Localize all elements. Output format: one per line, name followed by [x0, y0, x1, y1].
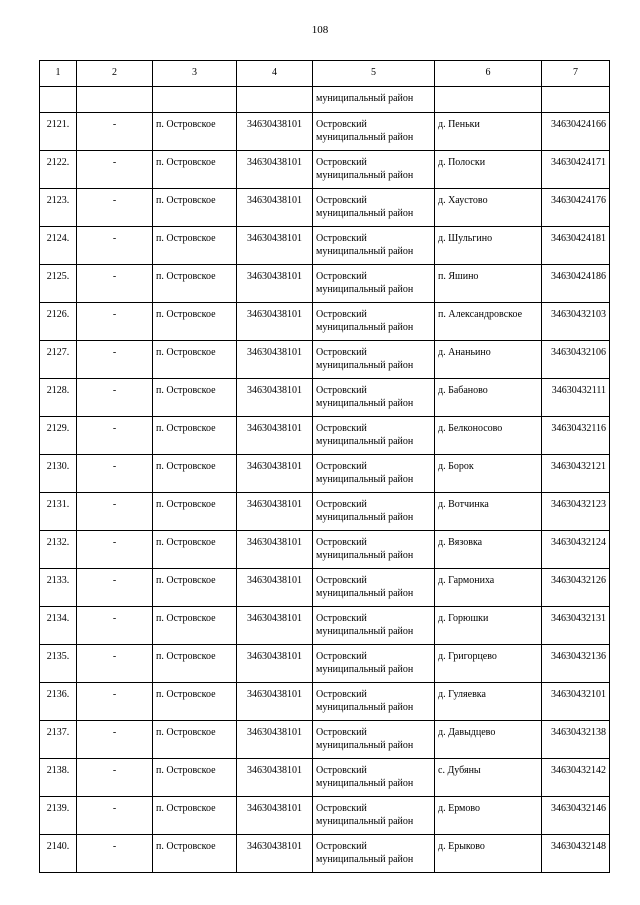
table-cell: 34630438101 — [237, 341, 313, 379]
table-cell: - — [77, 531, 153, 569]
table-cell: д. Гармониха — [435, 569, 542, 607]
column-header: 1 — [40, 61, 77, 87]
table-cell: - — [77, 569, 153, 607]
table-cell: 34630438101 — [237, 227, 313, 265]
table-row — [40, 113, 610, 151]
table-cell: д. Хаустово — [435, 189, 542, 227]
table-cell: 34630438101 — [237, 303, 313, 341]
table-cell: д. Гуляевка — [435, 683, 542, 721]
table-cell: 2140. — [40, 835, 77, 873]
table-cell: п. Островское — [153, 493, 237, 531]
table-cell: д. Давыдцево — [435, 721, 542, 759]
table-cell: д. Ермово — [435, 797, 542, 835]
table-cell: 34630432136 — [542, 645, 610, 683]
table-cell: 34630424176 — [542, 189, 610, 227]
table-row — [40, 189, 610, 227]
table-cell: - — [77, 759, 153, 797]
table-cell — [237, 87, 313, 113]
table-cell: Островский муниципальный район — [313, 835, 435, 873]
table-cell: д. Белконосово — [435, 417, 542, 455]
table-cell: - — [77, 721, 153, 759]
table-cell: муниципальный район — [313, 87, 435, 113]
table-cell: - — [77, 645, 153, 683]
table-cell: 2131. — [40, 493, 77, 531]
table-row — [40, 265, 610, 303]
table-row — [40, 341, 610, 379]
table-cell: - — [77, 303, 153, 341]
table-cell: 34630432142 — [542, 759, 610, 797]
table-row — [40, 303, 610, 341]
table-cell: 2130. — [40, 455, 77, 493]
table-cell: д. Ананьино — [435, 341, 542, 379]
table-cell: - — [77, 797, 153, 835]
table-cell: 2137. — [40, 721, 77, 759]
table-cell: д. Бабаново — [435, 379, 542, 417]
table-cell: п. Островское — [153, 645, 237, 683]
table-cell — [542, 87, 610, 113]
table-cell: Островский муниципальный район — [313, 493, 435, 531]
continuation-row — [40, 87, 610, 113]
table-cell: 34630432138 — [542, 721, 610, 759]
table-cell: п. Островское — [153, 227, 237, 265]
table-cell: 34630438101 — [237, 645, 313, 683]
table-row — [40, 835, 610, 873]
table-cell: п. Островское — [153, 531, 237, 569]
table-cell: Островский муниципальный район — [313, 455, 435, 493]
table-cell: Островский муниципальный район — [313, 379, 435, 417]
table-cell: д. Шульгино — [435, 227, 542, 265]
table-cell: Островский муниципальный район — [313, 227, 435, 265]
table-cell — [153, 87, 237, 113]
table-cell: 2136. — [40, 683, 77, 721]
table-cell: Островский муниципальный район — [313, 797, 435, 835]
table-cell: 34630432116 — [542, 417, 610, 455]
table-cell: 34630438101 — [237, 265, 313, 303]
table-cell: 34630432123 — [542, 493, 610, 531]
table-row — [40, 455, 610, 493]
table-cell: 2128. — [40, 379, 77, 417]
table-cell: 2135. — [40, 645, 77, 683]
table-cell: 2126. — [40, 303, 77, 341]
table-row — [40, 645, 610, 683]
table-cell: 2127. — [40, 341, 77, 379]
table-cell: д. Вязовка — [435, 531, 542, 569]
table-cell: 34630438101 — [237, 417, 313, 455]
table-cell: п. Островское — [153, 797, 237, 835]
table-cell: Островский муниципальный район — [313, 113, 435, 151]
table-cell: 2122. — [40, 151, 77, 189]
table-cell: - — [77, 265, 153, 303]
table-cell: 34630432101 — [542, 683, 610, 721]
column-header: 4 — [237, 61, 313, 87]
table-cell: - — [77, 607, 153, 645]
table-cell: 34630438101 — [237, 835, 313, 873]
table-cell: п. Островское — [153, 341, 237, 379]
table-cell: 2129. — [40, 417, 77, 455]
table-cell: д. Вотчинка — [435, 493, 542, 531]
table-cell: 34630432146 — [542, 797, 610, 835]
table-cell: д. Григорцево — [435, 645, 542, 683]
table-cell: Островский муниципальный район — [313, 265, 435, 303]
table-cell: 34630432106 — [542, 341, 610, 379]
table-cell: Островский муниципальный район — [313, 759, 435, 797]
table-cell: п. Островское — [153, 265, 237, 303]
table-row — [40, 531, 610, 569]
table-cell: п. Островское — [153, 189, 237, 227]
table-cell: 34630438101 — [237, 683, 313, 721]
table-cell: - — [77, 683, 153, 721]
table-cell: 34630432126 — [542, 569, 610, 607]
table-cell: п. Островское — [153, 151, 237, 189]
table-cell: 34630432111 — [542, 379, 610, 417]
table-row — [40, 379, 610, 417]
table-cell: 34630438101 — [237, 797, 313, 835]
table-cell: 34630432103 — [542, 303, 610, 341]
table-cell: п. Островское — [153, 607, 237, 645]
table-cell: 34630438101 — [237, 189, 313, 227]
table-cell: 34630438101 — [237, 531, 313, 569]
column-header: 6 — [435, 61, 542, 87]
table-cell: 34630424186 — [542, 265, 610, 303]
table-cell: 2138. — [40, 759, 77, 797]
table-cell: п. Островское — [153, 721, 237, 759]
table-cell: п. Островское — [153, 835, 237, 873]
table-cell: п. Островское — [153, 303, 237, 341]
settlements-table — [39, 60, 610, 873]
table-cell: п. Островское — [153, 683, 237, 721]
table-cell: 34630438101 — [237, 607, 313, 645]
table-cell: 34630424166 — [542, 113, 610, 151]
table-cell: - — [77, 417, 153, 455]
table-row — [40, 569, 610, 607]
table-cell: 2139. — [40, 797, 77, 835]
table-row — [40, 797, 610, 835]
table-cell — [40, 87, 77, 113]
column-header: 7 — [542, 61, 610, 87]
table-cell: Островский муниципальный район — [313, 683, 435, 721]
table-cell: - — [77, 189, 153, 227]
table-cell: - — [77, 455, 153, 493]
table-cell: - — [77, 835, 153, 873]
table-cell: 2124. — [40, 227, 77, 265]
table-cell: 34630438101 — [237, 721, 313, 759]
table-cell: п. Островское — [153, 759, 237, 797]
table-cell: п. Островское — [153, 113, 237, 151]
table-cell — [77, 87, 153, 113]
table-row — [40, 417, 610, 455]
table-cell: д. Пеньки — [435, 113, 542, 151]
table-cell: 34630424171 — [542, 151, 610, 189]
table-cell: - — [77, 379, 153, 417]
table-cell: с. Дубяны — [435, 759, 542, 797]
table-cell: Островский муниципальный район — [313, 341, 435, 379]
table-cell: 34630438101 — [237, 455, 313, 493]
table-cell: 34630438101 — [237, 569, 313, 607]
table-cell: 34630432131 — [542, 607, 610, 645]
table-row — [40, 151, 610, 189]
column-header: 2 — [77, 61, 153, 87]
table-cell: 34630432124 — [542, 531, 610, 569]
table-cell: Островский муниципальный район — [313, 607, 435, 645]
table-cell: Островский муниципальный район — [313, 645, 435, 683]
table-cell: 2134. — [40, 607, 77, 645]
table-row — [40, 607, 610, 645]
table-cell: 34630424181 — [542, 227, 610, 265]
table-cell: п. Островское — [153, 569, 237, 607]
table-cell: 34630432121 — [542, 455, 610, 493]
table-cell: 34630432148 — [542, 835, 610, 873]
table-cell: 2132. — [40, 531, 77, 569]
table-cell: - — [77, 227, 153, 265]
table-cell: 2123. — [40, 189, 77, 227]
table-cell: - — [77, 493, 153, 531]
table-cell: п. Яшино — [435, 265, 542, 303]
table-cell: 34630438101 — [237, 759, 313, 797]
table-cell: д. Горюшки — [435, 607, 542, 645]
column-header: 3 — [153, 61, 237, 87]
table-cell: - — [77, 341, 153, 379]
column-header: 5 — [313, 61, 435, 87]
table-cell: п. Островское — [153, 417, 237, 455]
table-row — [40, 493, 610, 531]
table-cell: Островский муниципальный район — [313, 303, 435, 341]
table-row — [40, 721, 610, 759]
table-row — [40, 227, 610, 265]
table-cell: д. Полоски — [435, 151, 542, 189]
table-cell: Островский муниципальный район — [313, 569, 435, 607]
table-cell: Островский муниципальный район — [313, 189, 435, 227]
table-cell: 2125. — [40, 265, 77, 303]
table-cell: п. Александровское — [435, 303, 542, 341]
table-cell: Островский муниципальный район — [313, 151, 435, 189]
table-row — [40, 759, 610, 797]
table-cell: п. Островское — [153, 379, 237, 417]
table-cell: 34630438101 — [237, 151, 313, 189]
table-cell: д. Ерыково — [435, 835, 542, 873]
table-cell: - — [77, 113, 153, 151]
table-cell: 34630438101 — [237, 379, 313, 417]
table-cell: 34630438101 — [237, 493, 313, 531]
page-number: 108 — [311, 24, 329, 36]
table-cell: 34630438101 — [237, 113, 313, 151]
table-cell: Островский муниципальный район — [313, 417, 435, 455]
table-cell: 2133. — [40, 569, 77, 607]
table-cell: Островский муниципальный район — [313, 721, 435, 759]
table-cell: Островский муниципальный район — [313, 531, 435, 569]
table-cell: 2121. — [40, 113, 77, 151]
table-cell — [435, 87, 542, 113]
table-row — [40, 683, 610, 721]
table-cell: - — [77, 151, 153, 189]
table-cell: п. Островское — [153, 455, 237, 493]
table-header-row — [40, 61, 610, 87]
table-cell: д. Борок — [435, 455, 542, 493]
